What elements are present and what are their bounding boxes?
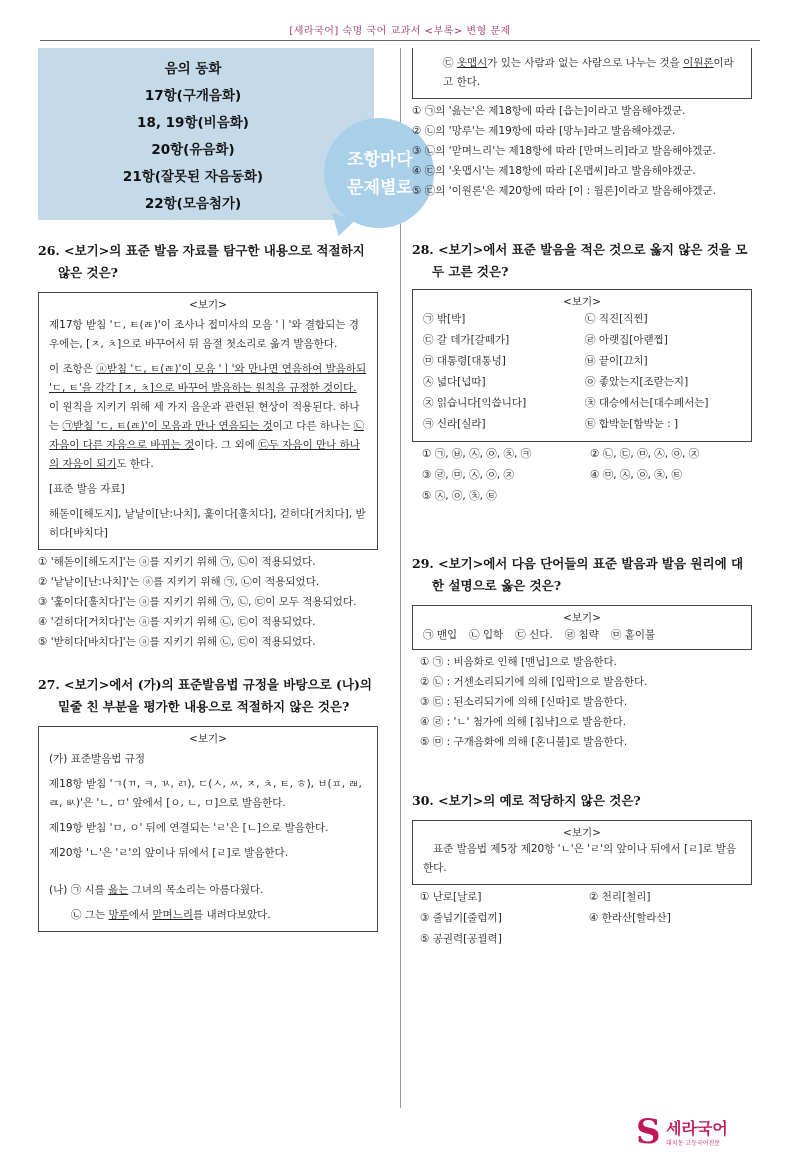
question-title: 26. <보기>의 표준 발음 자료를 탐구한 내용으로 적절하지 않은 것은? <box>38 243 365 280</box>
na-sentence-1: (나) ㉠ 시를 읊는 그녀의 목소리는 아름다웠다. <box>49 884 264 896</box>
word-item: ㉡ 직진[직찐] <box>585 313 648 325</box>
option-3[interactable]: ③ ㉡의 '맏며느리'는 제18항에 따라 [만며느리]라고 발음해야겠군. <box>412 145 716 157</box>
intro-line: 22항(모음첨가) <box>144 196 242 212</box>
bogi-text: 표준 발음법 제5장 제20항 'ㄴ'은 'ㄹ'의 앞이나 뒤에서 [ㄹ]로 발음한다. <box>423 843 737 874</box>
rule-19-text: 제19항 받침 'ㅁ, ㅇ' 뒤에 연결되는 'ㄹ'은 [ㄴ]으로 발음한다. <box>49 822 329 834</box>
bogi-box <box>38 726 378 932</box>
answer-row <box>422 444 752 507</box>
word-item: ㉥ 끝이[끄치] <box>585 355 648 367</box>
q29-answer-options <box>412 652 752 752</box>
option-4[interactable]: ④ ㉣ : 'ㄴ' 첨가에 의해 [침냑]으로 발음한다. <box>420 716 627 728</box>
question-28 <box>412 239 752 507</box>
word-item: ㉪ 신라[실라] <box>423 418 486 430</box>
intro-line: 20항(유음화) <box>151 142 235 158</box>
answer-options <box>38 552 378 652</box>
data-words: 해돋이[해도지], 낱낱이[난:나치], 훑이다[훌치다], 걷히다[거치다], 받히다[바치다] <box>49 508 366 539</box>
word-item: ㉠ 밖[박] <box>423 313 466 325</box>
bogi-caption: <보기> <box>563 827 601 839</box>
option-5[interactable]: ⑤ '받히다[바치다]'는 ⓐ를 지키기 위해 ㉡, ㉢이 적용되었다. <box>38 636 316 648</box>
logo-name: 세라국어 <box>666 1119 728 1138</box>
question-30 <box>412 790 752 950</box>
intro-topic-list <box>78 56 308 218</box>
question-26 <box>38 240 378 652</box>
bogi-caption: <보기> <box>189 733 227 745</box>
word-item: ㉩ 대승에서는[대수페서는] <box>585 397 709 409</box>
bogi-caption: <보기> <box>189 299 227 311</box>
option-4[interactable]: ④ 한라산[할라산] <box>589 912 671 924</box>
bogi-box <box>412 820 752 885</box>
q28-answer-options <box>412 444 752 507</box>
intro-line: 음의 동화 <box>164 61 222 77</box>
answer-row <box>420 887 752 950</box>
bogi-caption: <보기> <box>563 612 601 624</box>
logo-mark-icon: S <box>636 1112 661 1152</box>
q27-box-continued <box>412 48 752 99</box>
option-3[interactable]: ③ ㉢ : 된소리되기에 의해 [신따]로 발음한다. <box>420 696 628 708</box>
option-3[interactable]: ③ 줄넘기[줄럼끼] <box>420 912 502 924</box>
intro-box <box>38 48 374 220</box>
question-title: 28. <보기>에서 표준 발음을 적은 것으로 옳지 않은 것을 모두 고른 것은? <box>412 242 748 279</box>
option-4[interactable]: ④ ㉤, ㉦, ㉧, ㉩, ㉫ <box>590 469 682 481</box>
option-3[interactable]: ③ ㉣, ㉤, ㉦, ㉧, ㉨ <box>422 469 514 481</box>
word-item: ㉡ 입학 <box>469 629 504 641</box>
option-1[interactable]: ① ㉠의 '읊는'은 제18항에 따라 [읍는]이라고 발음해야겠군. <box>412 105 686 117</box>
word-item: ㉤ 대통령[대통녕] <box>423 355 506 367</box>
ga-title: (가) 표준발음법 규정 <box>49 753 146 765</box>
underline-a: ⓐ받침 'ㄷ, ㅌ(ㄾ)'이 모음 'ㅣ'와 만나면 연음하여 발음하되 'ㄷ, ㅌ'을 각각 [ㅈ, ㅊ]으로 바꾸어 발음하는 원칙을 규정한 것이다. <box>49 363 367 394</box>
bogi-box <box>38 292 378 550</box>
option-2[interactable]: ② '낱낱이[난:나치]'는 ⓐ를 지키기 위해 ㉠, ㉡이 적용되었다. <box>38 576 320 588</box>
question-title: 29. <보기>에서 다음 단어들의 표준 발음과 발음 원리에 대한 설명으로 옳은 것은? <box>412 556 744 593</box>
option-2[interactable]: ② ㉡, ㉢, ㉤, ㉦, ㉧, ㉨ <box>590 448 700 460</box>
word-row <box>423 625 741 645</box>
rule-20-text: 제20항 'ㄴ'은 'ㄹ'의 앞이나 뒤에서 [ㄹ]로 발음한다. <box>49 847 289 859</box>
word-item: ㉦ 넓다[넙따] <box>423 376 486 388</box>
na-sentence-3: ㉢ 옷맵시가 있는 사람과 없는 사람으로 나누는 것을 이원론이라고 한다. <box>443 57 734 88</box>
na-sentence-2: ㉡ 그는 망루에서 맏며느리를 내려다보았다. <box>71 909 271 921</box>
data-heading: [표준 발음 자료] <box>49 483 125 495</box>
underline-3: ㉢두 자음이 만나 하나의 자음이 되기 <box>49 439 360 470</box>
underline-1: ㉠받침 'ㄷ, ㅌ(ㄾ)'이 모음과 만나 연음되는 것 <box>62 420 273 432</box>
rule-18-text: 제18항 받침 'ㄱ(ㄲ, ㅋ, ㄳ, ㄺ), ㄷ(ㅅ, ㅆ, ㅈ, ㅊ, ㅌ, ㅎ), ㅂ(ㅍ, ㄼ, ㄿ, ㅄ)'은 'ㄴ, ㅁ' 앞에서 [ㅇ, ㄴ, ㅁ]으로 발음한다. <box>49 778 362 809</box>
explanation-paragraph: 이 조항은 ⓐ받침 'ㄷ, ㅌ(ㄾ)'이 모음 'ㅣ'와 만나면 연음하여 발음하되 'ㄷ, ㅌ'을 각각 [ㅈ, ㅊ]으로 바꾸어 발음하는 원칙을 규정한 것이다. 이 원칙을 지키기 위해 세 가지 음운과 관련된 현상이 적용된다. 하나는 ㉠받침 'ㄷ, ㅌ(ㄾ)'이 모음과 만나 연음되는 것이고 다른 하나는 ㉡자음이 다른 자음으로 바뀌는 것이다. 그 외에 ㉢두 자음이 만나 하나의 자음이 되기도 한다. <box>49 363 367 470</box>
word-item: ㉢ 신다. <box>515 629 553 641</box>
intro-line: 17항(구개음화) <box>144 88 242 104</box>
q27-answer-options <box>412 101 752 201</box>
underline-2: ㉡자음이 다른 자음으로 바뀌는 것 <box>49 420 365 451</box>
bogi-box <box>412 605 752 650</box>
left-column <box>38 48 413 932</box>
option-5[interactable]: ⑤ ㉦, ㉧, ㉩, ㉫ <box>422 490 497 502</box>
question-title: 27. <보기>에서 (가)의 표준발음법 규정을 바탕으로 (나)의 밑줄 친 부분을 평가한 내용으로 적절하지 않은 것은? <box>38 677 372 714</box>
option-1[interactable]: ① '해돋이[해도지]'는 ⓐ를 지키기 위해 ㉠, ㉡이 적용되었다. <box>38 556 316 568</box>
bubble-line: 문제별로 <box>347 178 413 198</box>
q30-answer-options <box>412 887 752 950</box>
right-column <box>412 48 752 950</box>
question-29 <box>412 553 752 752</box>
bubble-line: 조항마다 <box>347 150 413 170</box>
option-2[interactable]: ② ㉡ : 거센소리되기에 의해 [입팍]으로 발음한다. <box>420 676 648 688</box>
option-1[interactable]: ① 난로[날로] <box>420 891 482 903</box>
header-divider <box>40 40 760 41</box>
intro-line: 21항(잘못된 자음동화) <box>122 169 264 185</box>
option-2[interactable]: ② 천리[철리] <box>589 891 651 903</box>
rule-17-text: 제17항 받침 'ㄷ, ㅌ(ㄾ)'이 조사나 접미사의 모음 'ㅣ'와 결합되는 경우에는, [ㅈ, ㅊ]으로 바꾸어서 뒤 음절 첫소리로 옮겨 발음한다. <box>49 319 359 350</box>
word-item: ㉤ 홑이불 <box>610 629 656 641</box>
option-5[interactable]: ⑤ ㉢의 '이원론'은 제20항에 따라 [이 : 월론]이라고 발음해야겠군. <box>412 185 716 197</box>
bogi-box <box>412 289 752 442</box>
word-item: ㉫ 합박눈[함박눈 : ] <box>585 418 679 430</box>
option-1[interactable]: ① ㉠, ㉥, ㉦, ㉧, ㉩, ㉪ <box>422 448 532 460</box>
bogi-caption: <보기> <box>563 296 601 308</box>
option-3[interactable]: ③ '훑이다[훌치다]'는 ⓐ를 지키기 위해 ㉠, ㉡, ㉢이 모두 적용되었다. <box>38 596 357 608</box>
word-item: ㉨ 읽습니다[익씁니다] <box>423 397 527 409</box>
option-4[interactable]: ④ '걷히다[거치다]'는 ⓐ를 지키기 위해 ㉡, ㉢이 적용되었다. <box>38 616 316 628</box>
logo-subtitle: 대치동 고등국어전문 <box>666 1140 721 1147</box>
word-item: ㉧ 좋았는지[조랃는지] <box>585 376 689 388</box>
option-1[interactable]: ① ㉠ : 비음화로 인해 [맨닙]으로 발음한다. <box>420 656 618 668</box>
brand-logo <box>636 1112 766 1152</box>
page-header: [세라국어] 숙명 국어 교과서 <부록> 변형 문제 <box>289 26 511 37</box>
question-title: 30. <보기>의 예로 적당하지 않은 것은? <box>412 793 641 808</box>
word-item: ㉢ 갈 데가[갈떼가] <box>423 334 510 346</box>
option-5[interactable]: ⑤ 공권력[공꿜력] <box>420 933 502 945</box>
word-grid <box>423 309 741 435</box>
option-5[interactable]: ⑤ ㉤ : 구개음화에 의해 [혼니불]로 발음한다. <box>420 736 628 748</box>
word-item: ㉠ 맨입 <box>423 629 458 641</box>
option-2[interactable]: ② ㉡의 '망루'는 제19항에 따라 [망누]라고 발음해야겠군. <box>412 125 676 137</box>
option-4[interactable]: ④ ㉢의 '옷맵시'는 제18항에 따라 [온맵씨]라고 발음해야겠군. <box>412 165 696 177</box>
question-27 <box>38 674 378 932</box>
word-item: ㉣ 침략 <box>564 629 599 641</box>
word-item: ㉣ 아랫집[아랟찝] <box>585 334 668 346</box>
intro-line: 18, 19항(비음화) <box>137 115 249 131</box>
